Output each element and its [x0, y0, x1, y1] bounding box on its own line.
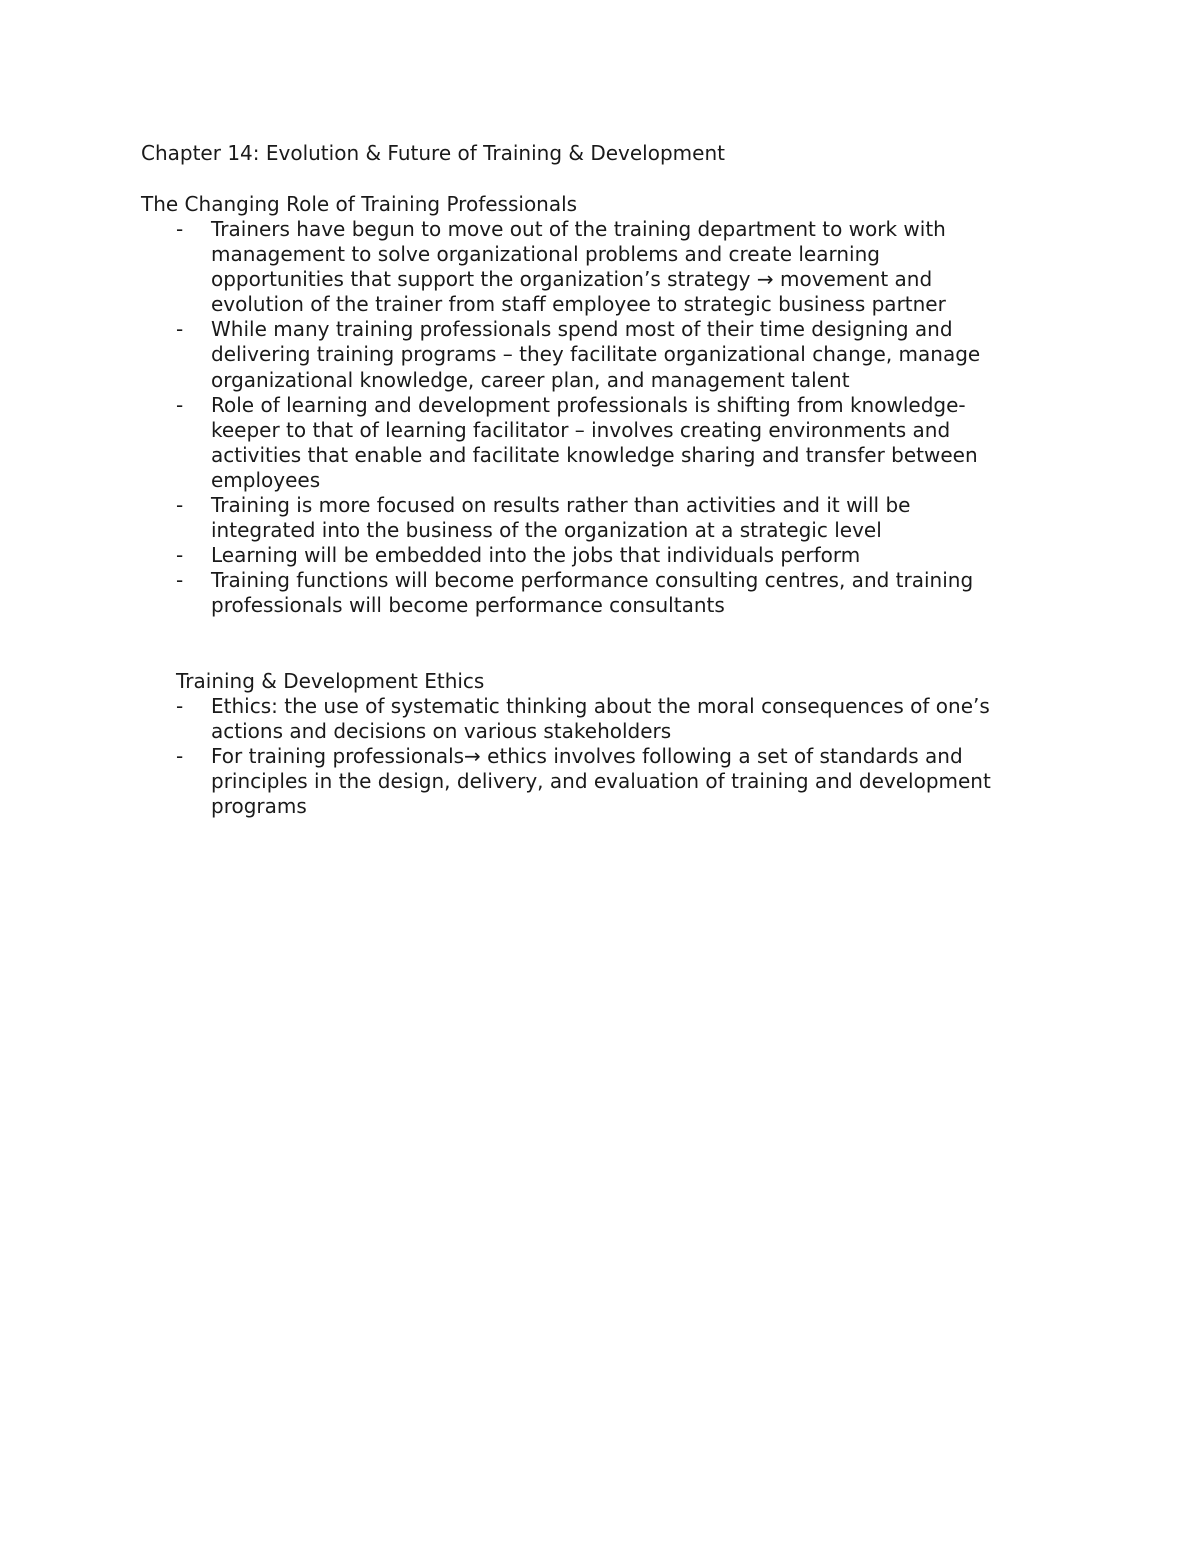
ethics-bullet-list: [176, 694, 991, 819]
list-item-text-line: organizational knowledge, career plan, and management talent: [211, 367, 850, 392]
list-item: [176, 393, 980, 493]
list-item-text-line: Ethics: the use of systematic thinking about the moral consequences of one’s: [211, 694, 990, 718]
list-item-text-line: opportunities that support the organization’s strategy → movement and: [211, 267, 933, 292]
bullet-dash: -: [176, 493, 184, 518]
bullet-dash: -: [176, 217, 184, 241]
section-heading-changing-role: The Changing Role of Training Professionals: [141, 192, 578, 216]
section-heading-ethics: Training & Development Ethics: [176, 669, 485, 693]
list-item-text-line: Role of learning and development professionals is shifting from knowledge-: [211, 392, 966, 417]
list-item: [176, 217, 980, 317]
list-item-text-line: programs: [211, 794, 307, 819]
list-item-text-line: actions and decisions on various stakeholders: [211, 719, 672, 744]
list-item: [176, 493, 980, 543]
document-title: Chapter 14: Evolution & Future of Training & Development: [141, 141, 725, 165]
list-item-text-line: Learning will be embedded into the jobs that individuals perform: [211, 543, 861, 568]
list-item-text-line: Trainers have begun to move out of the training department to work with: [211, 217, 946, 241]
list-item-text-line: integrated into the business of the organization at a strategic level: [211, 518, 882, 543]
list-item-text-line: keeper to that of learning facilitator – involves creating environments and: [211, 417, 951, 442]
list-item-text-line: professionals will become performance consultants: [211, 593, 725, 618]
list-item: [176, 317, 980, 392]
list-item-text-line: management to solve organizational problems and create learning: [211, 242, 880, 267]
list-item: [176, 568, 980, 618]
bullet-dash: -: [176, 568, 184, 593]
list-item-text-line: employees: [211, 467, 321, 492]
list-item: [176, 694, 991, 744]
list-item-text-line: While many training professionals spend most of their time designing and: [211, 317, 953, 342]
list-item: [176, 744, 991, 819]
list-item-text-line: principles in the design, delivery, and evaluation of training and development: [211, 769, 991, 794]
bullet-dash: -: [176, 317, 184, 342]
list-item-text-line: Training is more focused on results rather than activities and it will be: [211, 493, 911, 518]
list-item-text-line: activities that enable and facilitate knowledge sharing and transfer between: [211, 442, 978, 467]
list-item-text-line: delivering training programs – they facilitate organizational change, manage: [211, 342, 981, 367]
bullet-dash: -: [176, 694, 184, 718]
bullet-dash: -: [176, 392, 184, 417]
list-item: [176, 543, 980, 568]
bullet-dash: -: [176, 543, 184, 568]
bullet-dash: -: [176, 744, 184, 769]
list-item-text-line: For training professionals→ ethics involves following a set of standards and: [211, 744, 963, 769]
list-item-text-line: Training functions will become performance consulting centres, and training: [211, 568, 974, 593]
list-item-text-line: evolution of the trainer from staff employee to strategic business partner: [211, 292, 946, 317]
changing-role-bullet-list: [176, 217, 980, 619]
